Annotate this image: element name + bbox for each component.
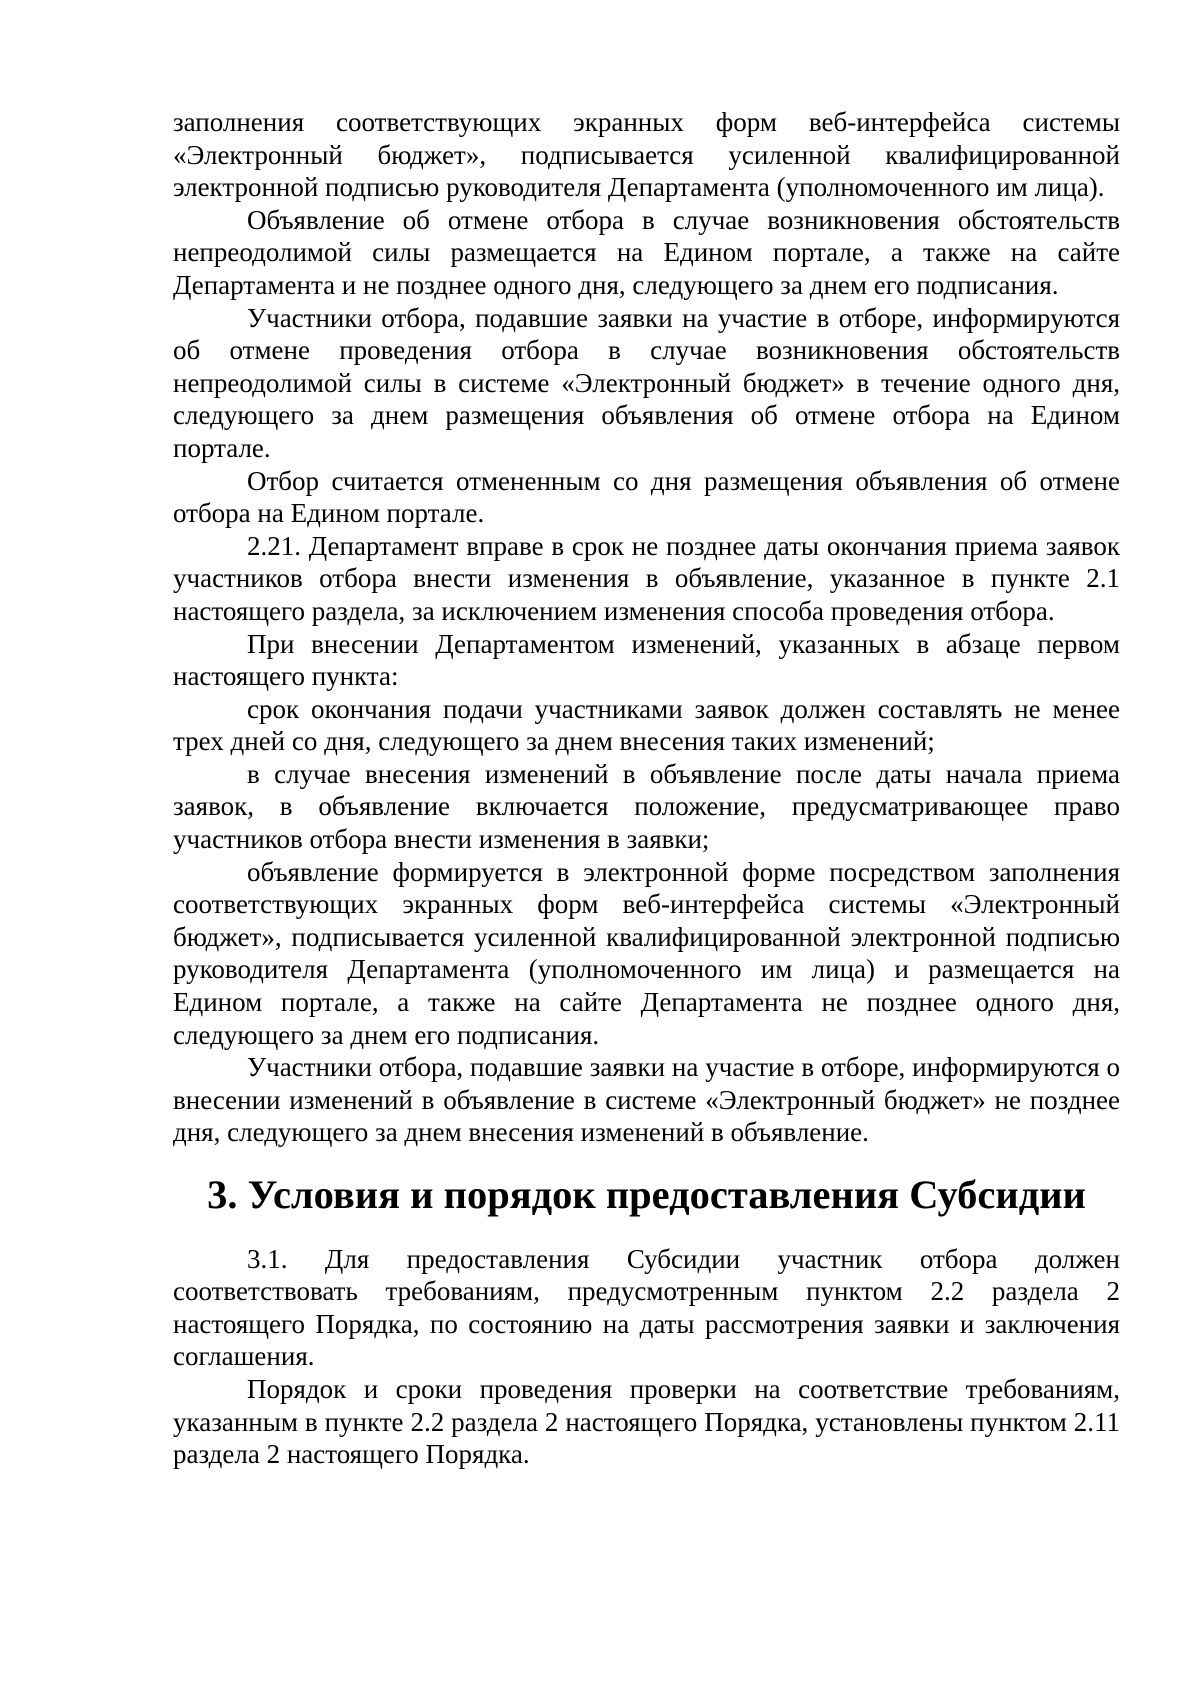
section-heading: 3. Условия и порядок предоставления Субсидии	[207, 1172, 1086, 1217]
paragraph-participants-informed-cancel: Участники отбора, подавшие заявки на участие в отборе, информируются об отмене проведения отбора в случае возникновения обстоятельств непреодолимой силы в системе «Электронный бюджет» в течение одного дня, следующего за днем размещения объявления об отмене отбора на Едином портале.	[173, 302, 1120, 463]
paragraph-cancel-announcement: Объявление об отмене отбора в случае возникновения обстоятельств непреодолимой силы размещается на Едином портале, а также на сайте Департамента и не позднее одного дня, следующего за днем его подписания.	[173, 204, 1120, 300]
paragraph-selection-cancelled: Отбор считается отмененным со дня размещения объявления об отмене отбора на Едином портале.	[173, 465, 1120, 529]
paragraph-continuation: заполнения соответствующих экранных форм веб-интерфейса системы «Электронный бюджет», подписывается усиленной квалифицированной электронной подписью руководителя Департамента (уполномоченного им лица).	[173, 107, 1120, 203]
paragraph-2-21: 2.21. Департамент вправе в срок не позднее даты окончания приема заявок участников отбора внести изменения в объявление, указанное в пункте 2.1 настоящего раздела, за исключением изменения способа проведения отбора.	[173, 530, 1120, 626]
paragraph-3-1: 3.1. Для предоставления Субсидии участник отбора должен соответствовать требованиям, предусмотренным пунктом 2.2 раздела 2 настоящего Порядка, по состоянию на даты рассмотрения заявки и заключения соглашения.	[173, 1243, 1120, 1372]
paragraph-participants-informed-changes: Участники отбора, подавшие заявки на участие в отборе, информируются о внесении изменений в объявление в системе «Электронный бюджет» не позднее дня, следующего за днем внесения изменений в объявление.	[173, 1052, 1120, 1148]
paragraph-announcement-form: объявление формируется в электронной форме посредством заполнения соответствующих экранных форм веб-интерфейса системы «Электронный бюджет», подписывается усиленной квалифицированной электронной подписью руководителя Департамента (уполномоченного им лица) и размещается на Едином портале, а также на сайте Департамента не позднее одного дня, следующего за днем его подписания.	[173, 856, 1120, 1050]
document-page	[173, 106, 1120, 1471]
paragraph-deadline: срок окончания подачи участниками заявок должен составлять не менее трех дней со дня, следующего за днем внесения таких изменений;	[173, 693, 1120, 757]
paragraph-changes-intro: При внесении Департаментом изменений, указанных в абзаце первом настоящего пункта:	[173, 628, 1120, 692]
paragraph-changes-after-start: в случае внесения изменений в объявление после даты начала приема заявок, в объявление включается положение, предусматривающее право участников отбора внести изменения в заявки;	[173, 758, 1120, 855]
paragraph-verification-procedure: Порядок и сроки проведения проверки на соответствие требованиям, указанным в пункте 2.2 раздела 2 настоящего Порядка, установлены пунктом 2.11 раздела 2 настоящего Порядка.	[173, 1373, 1120, 1470]
